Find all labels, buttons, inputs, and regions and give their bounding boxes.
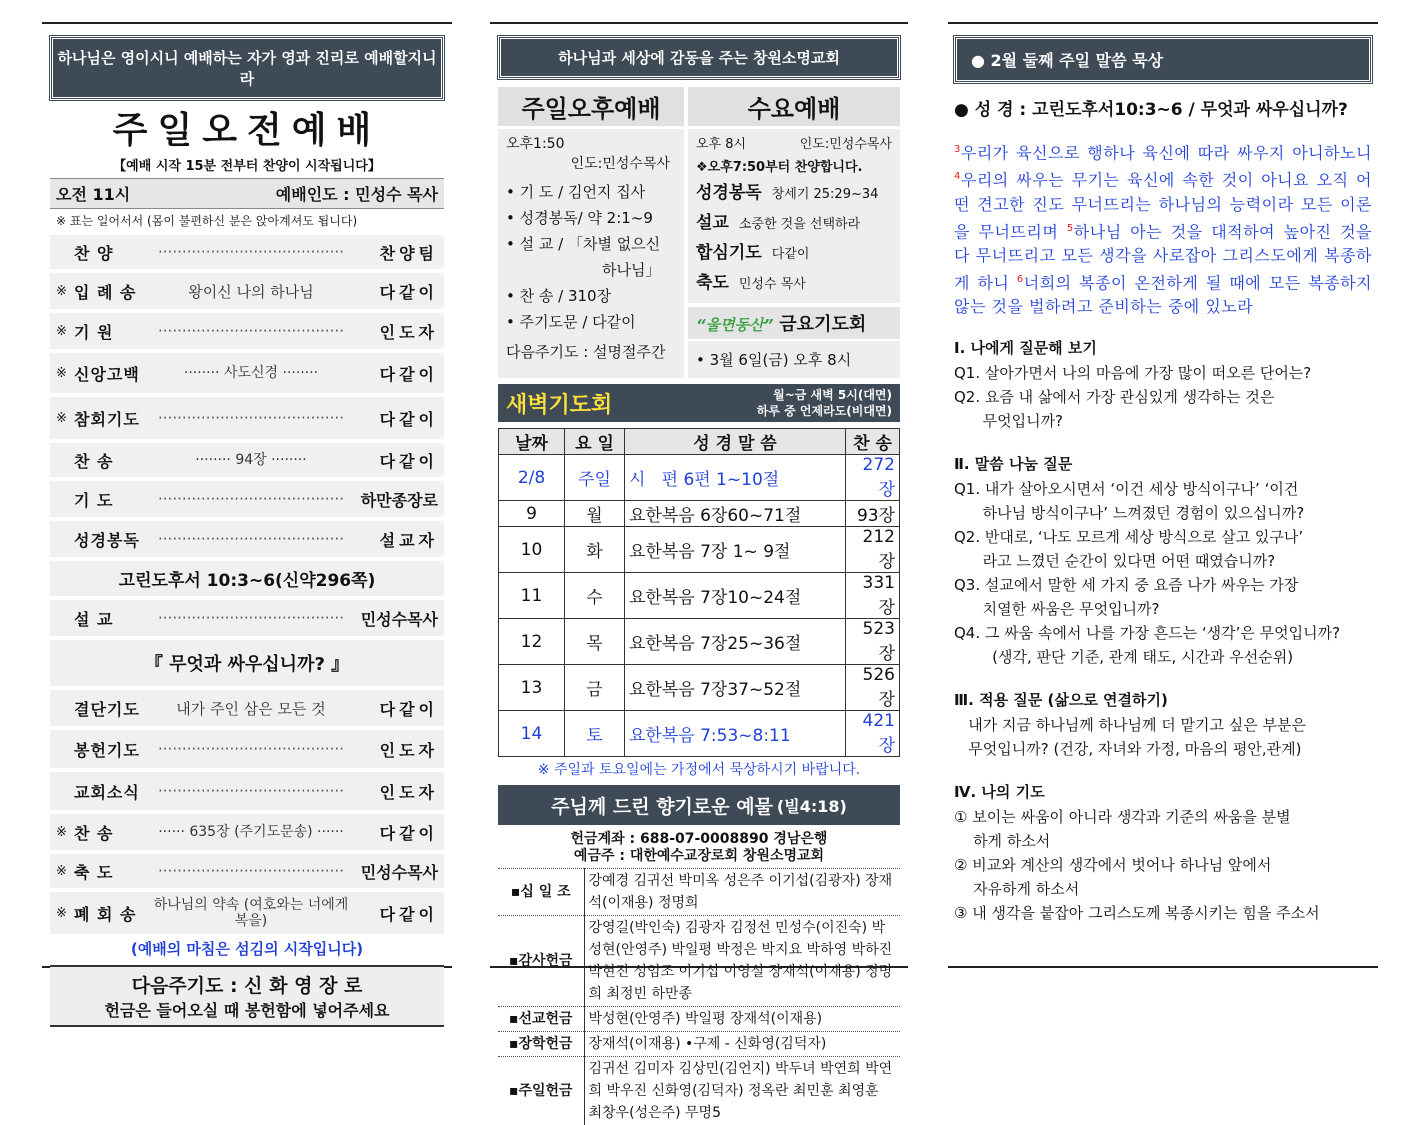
row-day: 토 xyxy=(565,711,625,757)
top-rule-1 xyxy=(42,22,452,24)
order-item xyxy=(50,892,444,934)
wednesday-praise-note: ❖오후7:50부터 찬양합니다. xyxy=(696,156,892,175)
order-item xyxy=(50,730,444,768)
order-label: 입 례 송 xyxy=(74,280,152,303)
question-line: (생각, 판단 기준, 관계 태도, 시간과 우선순위) xyxy=(954,645,1372,669)
scripture-passage xyxy=(954,138,1372,319)
offering-ref: (빌4:18) xyxy=(777,794,847,817)
question-line: Q4. 그 싸움 속에서 나를 가장 흔드는 ‘생각’은 무엇입니까? xyxy=(954,621,1372,645)
question-line: 무엇입니까? (건강, 자녀와 가정, 마음의 평안,관계) xyxy=(954,737,1372,761)
bank-info xyxy=(498,831,900,865)
friday-time: • 3월 6일(금) 오후 8시 xyxy=(688,341,900,378)
row-date: 10 xyxy=(499,527,565,573)
offering-names: 강영길(박인숙) 김광자 김정선 민성수(이진숙) 박성현(안영주) 박일평 박정은 박지요 박하영 박하진 박현진 성임조 이기섭 이영실 장재석(이재용) 정명희 최정빈 하만종 xyxy=(584,916,900,1007)
stand-mark: ※ xyxy=(56,825,74,840)
question-line: 라고 느꼈던 순간이 있다면 어떤 때였습니까? xyxy=(954,549,1372,573)
order-person: 다같이 xyxy=(350,902,438,925)
order-detail xyxy=(152,530,350,548)
afternoon-leader: 인도:민성수목사 xyxy=(506,153,676,173)
order-detail xyxy=(152,322,350,340)
dawn-note: ※ 주일과 토요일에는 가정에서 묵상하시기 바랍니다. xyxy=(498,759,900,779)
order-label: 폐 회 송 xyxy=(74,902,152,925)
order-person: 민성수목사 xyxy=(350,860,438,883)
row-day: 목 xyxy=(565,619,625,665)
afternoon-item: • 성경봉독/ 약 2:1~9 xyxy=(506,205,676,231)
dawn-title: 새벽기도회 xyxy=(506,388,612,419)
top-rule-3 xyxy=(948,22,1378,24)
wednesday-item xyxy=(696,209,892,239)
order-label: 성경봉독 xyxy=(74,528,152,551)
table-row xyxy=(499,665,900,711)
table-row xyxy=(499,711,900,757)
order-person: 설교자 xyxy=(350,528,438,551)
offering-type: ▪선교헌금 xyxy=(498,1007,584,1032)
next-prayer: 다음주기도 : 신 화 영 장 로 xyxy=(50,971,444,998)
order-label: 신앙고백 xyxy=(74,362,152,385)
offering-row xyxy=(498,916,900,1007)
row-date: 11 xyxy=(499,573,565,619)
section-heading: Ⅰ. 나에게 질문해 보기 xyxy=(954,335,1372,361)
order-person: 찬양팀 xyxy=(350,241,438,264)
afternoon-next-prayer: 다음주기도 : 설명절주간 xyxy=(506,341,676,362)
order-item xyxy=(50,521,444,557)
offering-type: ▪감사헌금 xyxy=(498,916,584,1007)
verse-text: 너희의 복종이 온전하게 될 때에 모든 복종하지 않는 것을 벌하려고 준비하는 중에 있노라 xyxy=(954,273,1372,316)
order-person: 인도자 xyxy=(350,780,438,803)
friday-title: 금요기도회 xyxy=(779,310,866,336)
row-day: 수 xyxy=(565,573,625,619)
row-date: 12 xyxy=(499,619,565,665)
verse-text: 우리가 육신으로 행하나 육신에 따라 싸우지 아니하노니 xyxy=(961,143,1372,162)
row-date: 9 xyxy=(499,501,565,527)
top-rule-2 xyxy=(490,22,908,24)
afternoon-service xyxy=(498,87,684,378)
service-time: 오전 11시 xyxy=(56,182,130,205)
order-item xyxy=(50,313,444,349)
order-detail: 하나님의 약속 (여호와는 너에게 복을) xyxy=(152,897,350,929)
sermon-title: 『 무엇과 싸우십니까? 』 xyxy=(50,640,444,686)
page-title: 주일오전예배 xyxy=(50,102,444,153)
order-detail xyxy=(152,862,350,880)
section-heading: Ⅲ. 적용 질문 (삶으로 연결하기) xyxy=(954,687,1372,713)
header-date: 날짜 xyxy=(499,429,565,455)
order-label: 설 교 xyxy=(74,607,152,630)
order-item-sermon xyxy=(50,600,444,636)
question-line: ② 비교와 계산의 생각에서 벗어나 하나님 앞에서 xyxy=(954,853,1372,877)
wednesday-service xyxy=(688,87,900,378)
afternoon-item: • 찬 송 / 310장 xyxy=(506,283,676,309)
question-line: 하게 하소서 xyxy=(954,829,1372,853)
verse-text: 하나님 아는 것을 대적하여 높아진 것을 다 무너뜨리고 모든 생각을 사로잡아 그리스도에게 복종하게 하니 xyxy=(954,222,1372,292)
question-section xyxy=(954,779,1372,925)
col1-banner: 하나님은 영이시니 예배하는 자가 영과 진리로 예배할지니라 xyxy=(50,36,444,100)
wednesday-title: 수요예배 xyxy=(688,87,900,129)
account-holder: 예금주 : 대한예수교장로회 창원소명교회 xyxy=(498,848,900,865)
next-prayer-box xyxy=(50,965,444,1027)
order-label: 축 도 xyxy=(74,860,152,883)
stand-mark: ※ xyxy=(56,284,74,299)
row-day: 주일 xyxy=(565,455,625,501)
order-person: 다같이 xyxy=(350,280,438,303)
table-header-row xyxy=(499,429,900,455)
question-line: ① 보이는 싸움이 아니라 생각과 기준의 싸움을 분별 xyxy=(954,805,1372,829)
wednesday-time: 오후 8시 xyxy=(696,133,746,152)
order-label: 참회기도 xyxy=(74,407,152,430)
order-item xyxy=(50,443,444,477)
wednesday-items xyxy=(696,179,892,299)
wednesday-item-label: 합심기도 xyxy=(696,239,762,267)
announcements-column xyxy=(490,28,908,1125)
order-person: 하만종장로 xyxy=(350,488,438,511)
worship-order-2 xyxy=(50,690,444,934)
stand-mark: ※ xyxy=(56,906,74,921)
row-scripture: 요한복음 7장37~52절 xyxy=(625,665,846,711)
stand-mark: ※ xyxy=(56,324,74,339)
question-section xyxy=(954,335,1372,433)
offering-names: 김귀선 김미자 김상민(김언지) 박두녀 박연희 박연희 박우진 신화영(김덕자) 정옥란 최민훈 최영훈 최창우(성은주) 무명5 xyxy=(584,1057,900,1125)
offering-row xyxy=(498,1057,900,1125)
row-day: 월 xyxy=(565,501,625,527)
scripture-reference: 고린도후서 10:3~6(신약296쪽) xyxy=(50,561,444,596)
question-line: Q1. 내가 살아오시면서 ‘이건 세상 방식이구나’ ‘이건 xyxy=(954,477,1372,501)
row-day: 화 xyxy=(565,527,625,573)
dawn-schedule-table xyxy=(498,428,900,757)
row-day: 금 xyxy=(565,665,625,711)
meditation-banner: ● 2월 둘째 주일 말씀 묵상 xyxy=(954,36,1372,83)
order-detail: ········ 94장 ········ xyxy=(152,452,350,468)
order-person: 인도자 xyxy=(350,320,438,343)
wednesday-leader: 인도:민성수목사 xyxy=(800,133,892,152)
offering-names: 강예경 김귀선 박미옥 성은주 이기섭(김광자) 장재석(이재용) 정명희 xyxy=(584,869,900,916)
order-person: 다같이 xyxy=(350,821,438,844)
closing-note: (예배의 마침은 섬김의 시작입니다) xyxy=(50,938,444,959)
wednesday-item-label: 설교 xyxy=(696,209,729,237)
question-line: 내가 지금 하나님께 하나님께 더 맡기고 싶은 부분은 xyxy=(954,713,1372,737)
offering-type: ▪장학헌금 xyxy=(498,1032,584,1057)
order-person: 인도자 xyxy=(350,738,438,761)
stand-mark: ※ xyxy=(56,366,74,381)
verse-number: 6 xyxy=(1017,274,1024,285)
order-label: 찬 양 xyxy=(74,241,152,264)
section-heading: Ⅱ. 말씀 나눔 질문 xyxy=(954,451,1372,477)
wednesday-item xyxy=(696,179,892,209)
row-date: 14 xyxy=(499,711,565,757)
order-item xyxy=(50,772,444,810)
order-person: 민성수목사 xyxy=(350,607,438,630)
row-scripture: 요한복음 7장25~36절 xyxy=(625,619,846,665)
row-hymn: 331장 xyxy=(846,573,900,619)
order-detail: ······ 635장 (주기도문송) ······ xyxy=(152,824,350,840)
order-label: 봉헌기도 xyxy=(74,738,152,761)
question-line: Q2. 반대로, ‘나도 모르게 세상 방식으로 살고 있구나’ xyxy=(954,525,1372,549)
offering-type: ▪주일헌금 xyxy=(498,1057,584,1125)
table-row xyxy=(499,527,900,573)
morning-worship-column xyxy=(42,28,452,1027)
row-scripture: 요한복음 7장 1~ 9절 xyxy=(625,527,846,573)
afternoon-title: 주일오후예배 xyxy=(498,87,684,129)
afternoon-item: • 설 교 / 「차별 없으신 xyxy=(506,231,676,257)
offering-header xyxy=(498,785,900,825)
order-person: 다같이 xyxy=(350,362,438,385)
question-line: 무엇입니까? xyxy=(954,409,1372,433)
order-person: 다같이 xyxy=(350,407,438,430)
question-line: 자유하게 하소서 xyxy=(954,877,1372,901)
offering-title: 주님께 드린 향기로운 예물 xyxy=(551,792,773,819)
verse-number: 3 xyxy=(954,144,961,155)
order-label: 기 원 xyxy=(74,320,152,343)
afternoon-item: • 주기도문 / 다같이 xyxy=(506,309,676,335)
wednesday-item-label: 성경봉독 xyxy=(696,179,762,207)
services-row xyxy=(498,87,900,378)
verse-number: 4 xyxy=(954,171,961,182)
order-item xyxy=(50,854,444,888)
table-row xyxy=(499,573,900,619)
time-leader-bar xyxy=(50,178,444,209)
order-detail xyxy=(152,243,350,261)
row-hymn: 272장 xyxy=(846,455,900,501)
section-heading: Ⅳ. 나의 기도 xyxy=(954,779,1372,805)
row-date: 2/8 xyxy=(499,455,565,501)
order-person: 다같이 xyxy=(350,449,438,472)
header-day: 요 일 xyxy=(565,429,625,455)
order-detail: 내가 주인 삼은 모든 것 xyxy=(152,698,350,719)
order-item xyxy=(50,353,444,393)
stand-note: ※ 표는 일어서서 (몸이 불편하신 분은 앉아계셔도 됩니다) xyxy=(50,209,444,235)
question-sections xyxy=(954,335,1372,925)
afternoon-time: 오후1:50 xyxy=(506,133,676,153)
wednesday-item xyxy=(696,239,892,269)
wednesday-item-value: 창세기 25:29~34 xyxy=(772,181,879,209)
row-scripture: 요한복음 7:53~8:11 xyxy=(625,711,846,757)
worship-order xyxy=(50,235,444,557)
stand-mark: ※ xyxy=(56,411,74,426)
table-row xyxy=(499,619,900,665)
dawn-prayer-header xyxy=(498,384,900,422)
verse-number: 5 xyxy=(1067,223,1074,234)
order-detail: 왕이신 나의 하나님 xyxy=(152,281,350,302)
order-label: 교회소식 xyxy=(74,780,152,803)
order-detail xyxy=(152,740,350,758)
order-item xyxy=(50,481,444,517)
wednesday-item xyxy=(696,269,892,299)
order-item xyxy=(50,235,444,269)
question-line: 하나님 방식이구나’ 느껴졌던 경험이 있으십니까? xyxy=(954,501,1372,525)
order-detail xyxy=(152,409,350,427)
friday-prayer-header xyxy=(688,307,900,339)
afternoon-item: 하나님」 xyxy=(506,257,676,283)
order-detail xyxy=(152,490,350,508)
order-item xyxy=(50,690,444,726)
question-line: Q1. 살아가면서 나의 마음에 가장 많이 떠오른 단어는? xyxy=(954,361,1372,385)
wednesday-item-label: 축도 xyxy=(696,269,729,297)
question-line: Q2. 요즘 내 삶에서 가장 관심있게 생각하는 것은 xyxy=(954,385,1372,409)
order-item xyxy=(50,273,444,309)
order-item xyxy=(50,397,444,439)
offering-row xyxy=(498,1007,900,1032)
row-hymn: 421장 xyxy=(846,711,900,757)
order-detail: ········ 사도신경 ········ xyxy=(152,365,350,381)
bank-account: 헌금계좌 : 688-07-0008890 경남은행 xyxy=(498,831,900,848)
order-label: 결단기도 xyxy=(74,697,152,720)
verse-text: 우리의 싸우는 무기는 육신에 속한 것이 아니요 오직 어떤 견고한 진도 무너뜨리는 하나님의 능력이라 모든 이론을 무너뜨리며 xyxy=(954,171,1372,241)
order-person: 다같이 xyxy=(350,697,438,720)
order-label: 찬 송 xyxy=(74,821,152,844)
row-hymn: 523장 xyxy=(846,619,900,665)
stand-mark: ※ xyxy=(56,864,74,879)
order-detail xyxy=(152,782,350,800)
row-scripture: 요한복음 6장60~71절 xyxy=(625,501,846,527)
meditation-scripture: ● 성 경 : 고린도후서10:3~6 / 무엇과 싸우십니까? xyxy=(954,95,1372,120)
table-row xyxy=(499,455,900,501)
dawn-sub2: 하루 중 언제라도(비대면) xyxy=(757,403,892,419)
row-hymn: 526장 xyxy=(846,665,900,711)
offering-note: 헌금은 들어오실 때 봉헌함에 넣어주세요 xyxy=(50,998,444,1021)
table-row xyxy=(499,501,900,527)
meditation-column xyxy=(948,28,1378,943)
offering-names: 장재석(이재용) •구제 - 신화영(김덕자) xyxy=(584,1032,900,1057)
header-hymn: 찬 송 xyxy=(846,429,900,455)
row-hymn: 212장 xyxy=(846,527,900,573)
service-leader: 예배인도 : 민성수 목사 xyxy=(276,182,438,205)
afternoon-item: • 기 도 / 김언지 집사 xyxy=(506,179,676,205)
row-scripture: 시 편 6편 1~10절 xyxy=(625,455,846,501)
offering-row xyxy=(498,869,900,916)
col2-banner: 하나님과 세상에 감동을 주는 창원소명교회 xyxy=(498,36,900,79)
offering-table xyxy=(498,868,900,1125)
question-section xyxy=(954,451,1372,669)
row-hymn: 93장 xyxy=(846,501,900,527)
wednesday-item-value: 다같이 xyxy=(772,241,810,269)
row-date: 13 xyxy=(499,665,565,711)
question-section xyxy=(954,687,1372,761)
order-label: 기 도 xyxy=(74,488,152,511)
question-line: ③ 내 생각을 붙잡아 그리스도께 복종시키는 힘을 주소서 xyxy=(954,901,1372,925)
offering-type: ▪십 일 조 xyxy=(498,869,584,916)
order-item xyxy=(50,814,444,850)
dawn-sub1: 월~금 새벽 5시(대면) xyxy=(757,387,892,403)
question-line: 치열한 싸움은 무엇입니까? xyxy=(954,597,1372,621)
afternoon-items xyxy=(506,179,676,335)
header-scripture: 성 경 말 씀 xyxy=(625,429,846,455)
offering-names: 박성현(안영주) 박일평 장재석(이재용) xyxy=(584,1007,900,1032)
row-scripture: 요한복음 7장10~24절 xyxy=(625,573,846,619)
start-notice: 【예배 시작 15분 전부터 찬양이 시작됩니다】 xyxy=(50,155,444,174)
friday-brand: “울면동산” xyxy=(696,314,773,335)
order-label: 찬 송 xyxy=(74,449,152,472)
wednesday-item-value: 소중한 것을 선택하라 xyxy=(739,211,860,239)
wednesday-item-value: 민성수 목사 xyxy=(739,271,806,299)
question-line: Q3. 설교에서 말한 세 가지 중 요즘 나가 싸우는 가장 xyxy=(954,573,1372,597)
offering-row xyxy=(498,1032,900,1057)
bottom-rule-3 xyxy=(948,966,1378,968)
